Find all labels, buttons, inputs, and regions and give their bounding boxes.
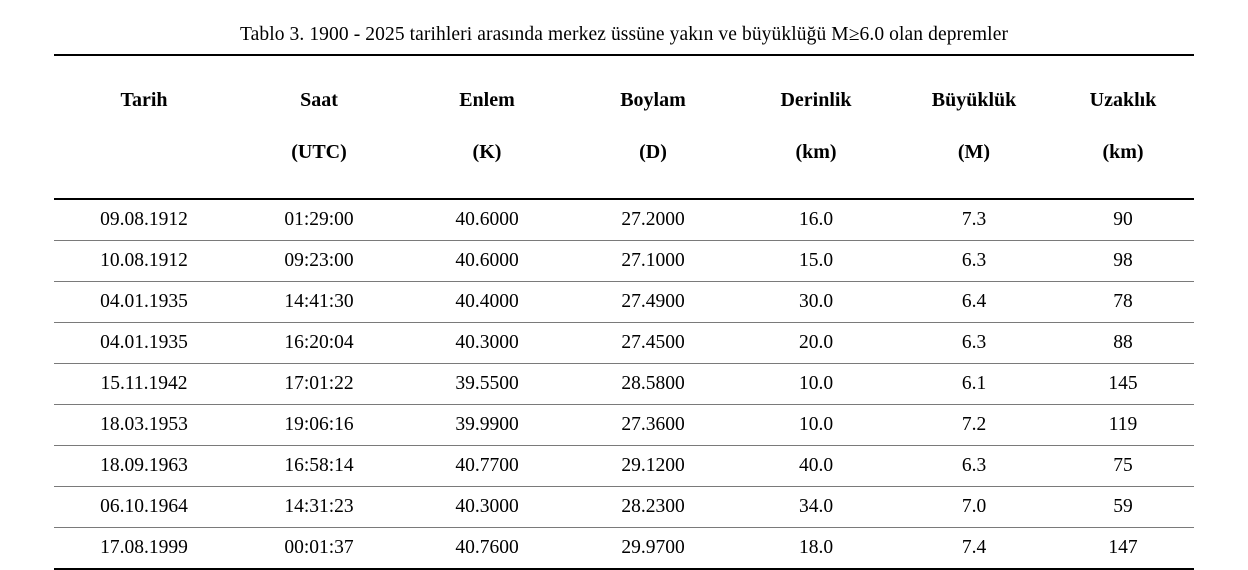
table-row <box>54 241 1194 282</box>
cell-boylam: 28.2300 <box>570 487 736 528</box>
cell-saat: 19:06:16 <box>234 405 404 446</box>
column-header-derinlik-line1: Derinlik <box>780 89 852 111</box>
cell-buyukluk: 7.2 <box>896 405 1052 446</box>
cell-boylam: 28.5800 <box>570 364 736 405</box>
column-header-buyukluk <box>896 55 1052 199</box>
cell-enlem: 40.3000 <box>404 487 570 528</box>
column-header-enlem-line2: (K) <box>472 141 502 163</box>
cell-boylam: 27.2000 <box>570 199 736 241</box>
cell-saat: 09:23:00 <box>234 241 404 282</box>
cell-buyukluk: 6.3 <box>896 241 1052 282</box>
cell-uzaklik: 147 <box>1052 528 1194 570</box>
cell-uzaklik: 145 <box>1052 364 1194 405</box>
table-caption: Tablo 3. 1900 - 2025 tarihleri arasında merkez üssüne yakın ve büyüklüğü M≥6.0 olan depremler <box>239 24 1009 45</box>
table-row <box>54 446 1194 487</box>
cell-buyukluk: 6.3 <box>896 323 1052 364</box>
cell-buyukluk: 7.3 <box>896 199 1052 241</box>
cell-buyukluk: 6.4 <box>896 282 1052 323</box>
cell-enlem: 39.9900 <box>404 405 570 446</box>
table-header <box>54 55 1194 199</box>
cell-saat: 01:29:00 <box>234 199 404 241</box>
cell-saat: 14:31:23 <box>234 487 404 528</box>
column-header-buyukluk-line1: Büyüklük <box>931 89 1017 111</box>
cell-tarih: 18.09.1963 <box>54 446 234 487</box>
cell-derinlik: 10.0 <box>736 364 896 405</box>
cell-uzaklik: 59 <box>1052 487 1194 528</box>
table-row <box>54 487 1194 528</box>
column-header-uzaklik-line2: (km) <box>1102 141 1144 163</box>
cell-derinlik: 20.0 <box>736 323 896 364</box>
cell-boylam: 27.4900 <box>570 282 736 323</box>
cell-boylam: 29.1200 <box>570 446 736 487</box>
cell-saat: 16:20:04 <box>234 323 404 364</box>
cell-uzaklik: 78 <box>1052 282 1194 323</box>
cell-boylam: 27.4500 <box>570 323 736 364</box>
column-header-derinlik <box>736 55 896 199</box>
cell-derinlik: 30.0 <box>736 282 896 323</box>
column-header-tarih <box>54 55 234 199</box>
cell-buyukluk: 6.1 <box>896 364 1052 405</box>
cell-buyukluk: 7.0 <box>896 487 1052 528</box>
column-header-derinlik-line2: (km) <box>795 141 837 163</box>
cell-uzaklik: 90 <box>1052 199 1194 241</box>
cell-buyukluk: 6.3 <box>896 446 1052 487</box>
column-header-enlem-line1: Enlem <box>459 89 515 111</box>
cell-enlem: 40.7600 <box>404 528 570 570</box>
table-row <box>54 405 1194 446</box>
cell-saat: 00:01:37 <box>234 528 404 570</box>
cell-enlem: 40.4000 <box>404 282 570 323</box>
cell-buyukluk: 7.4 <box>896 528 1052 570</box>
cell-boylam: 27.1000 <box>570 241 736 282</box>
cell-derinlik: 16.0 <box>736 199 896 241</box>
cell-tarih: 06.10.1964 <box>54 487 234 528</box>
cell-uzaklik: 88 <box>1052 323 1194 364</box>
table-row <box>54 528 1194 570</box>
cell-tarih: 10.08.1912 <box>54 241 234 282</box>
cell-saat: 16:58:14 <box>234 446 404 487</box>
earthquake-table <box>54 54 1194 570</box>
table-row <box>54 199 1194 241</box>
cell-uzaklik: 75 <box>1052 446 1194 487</box>
column-header-uzaklik-line1: Uzaklık <box>1089 89 1157 111</box>
cell-tarih: 04.01.1935 <box>54 282 234 323</box>
column-header-boylam-line2: (D) <box>639 141 667 163</box>
table-row <box>54 323 1194 364</box>
column-header-saat <box>234 55 404 199</box>
cell-boylam: 27.3600 <box>570 405 736 446</box>
column-header-uzaklik <box>1052 55 1194 199</box>
table-body <box>54 199 1194 569</box>
cell-derinlik: 15.0 <box>736 241 896 282</box>
cell-derinlik: 18.0 <box>736 528 896 570</box>
column-header-enlem <box>404 55 570 199</box>
column-header-saat-line1: Saat <box>300 89 338 111</box>
column-header-saat-line2: (UTC) <box>291 141 347 163</box>
cell-enlem: 40.3000 <box>404 323 570 364</box>
cell-derinlik: 10.0 <box>736 405 896 446</box>
cell-enlem: 40.6000 <box>404 241 570 282</box>
cell-enlem: 39.5500 <box>404 364 570 405</box>
cell-tarih: 09.08.1912 <box>54 199 234 241</box>
column-header-boylam <box>570 55 736 199</box>
cell-uzaklik: 119 <box>1052 405 1194 446</box>
table-row <box>54 282 1194 323</box>
column-header-buyukluk-line2: (M) <box>957 141 991 163</box>
cell-enlem: 40.7700 <box>404 446 570 487</box>
cell-boylam: 29.9700 <box>570 528 736 570</box>
cell-enlem: 40.6000 <box>404 199 570 241</box>
column-header-boylam-line1: Boylam <box>620 89 686 111</box>
cell-saat: 14:41:30 <box>234 282 404 323</box>
cell-tarih: 17.08.1999 <box>54 528 234 570</box>
table-row <box>54 364 1194 405</box>
cell-tarih: 18.03.1953 <box>54 405 234 446</box>
cell-tarih: 15.11.1942 <box>54 364 234 405</box>
column-header-tarih-line1: Tarih <box>120 89 168 111</box>
cell-derinlik: 40.0 <box>736 446 896 487</box>
cell-derinlik: 34.0 <box>736 487 896 528</box>
cell-saat: 17:01:22 <box>234 364 404 405</box>
earthquake-table-block <box>54 22 1194 570</box>
cell-uzaklik: 98 <box>1052 241 1194 282</box>
cell-tarih: 04.01.1935 <box>54 323 234 364</box>
